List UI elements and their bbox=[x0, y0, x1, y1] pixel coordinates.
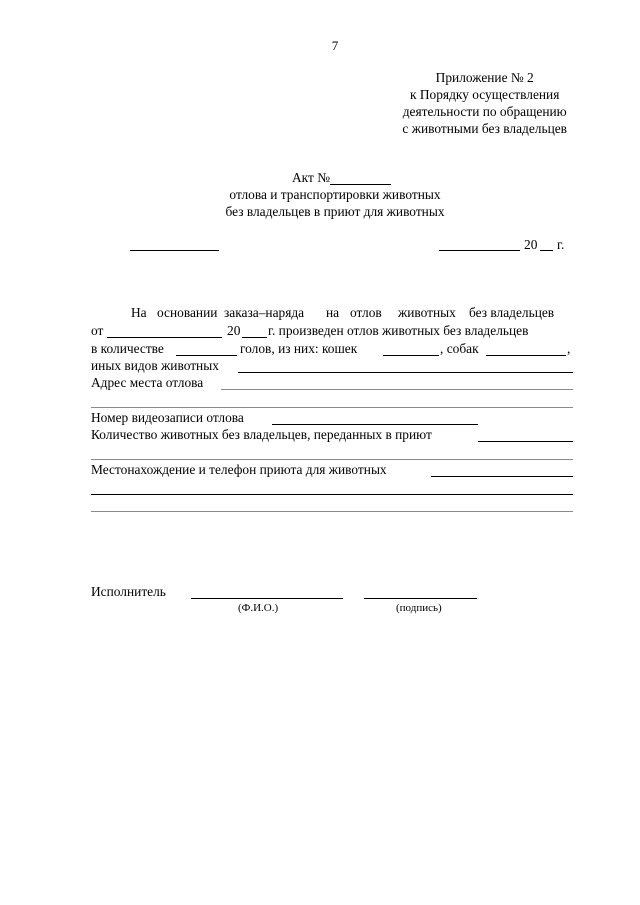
capture-address-field-extra[interactable] bbox=[91, 407, 573, 408]
annex-line-3: деятельности по обращению bbox=[402, 104, 567, 119]
body-word: основании bbox=[157, 305, 218, 320]
capture-statement: г. произведен отлов животных без владельцев bbox=[268, 323, 529, 338]
act-title-line-2: отлова и транспортировки животных bbox=[229, 187, 441, 202]
video-number-field[interactable] bbox=[272, 424, 478, 425]
video-number-label: Номер видеозаписи отлова bbox=[91, 410, 244, 425]
place-field[interactable] bbox=[130, 250, 219, 251]
other-species-label: иных видов животных bbox=[91, 358, 219, 373]
act-number-label: Акт № bbox=[292, 170, 330, 185]
fio-caption: (Ф.И.О.) bbox=[238, 602, 279, 614]
body-word: животных bbox=[398, 305, 456, 320]
executor-signature-field[interactable] bbox=[364, 598, 477, 599]
shelter-location-field-extra[interactable] bbox=[91, 494, 573, 495]
transferred-count-label: Количество животных без владельцев, переданных в приют bbox=[91, 427, 432, 442]
year-prefix: 20 bbox=[524, 237, 538, 252]
body-word: На bbox=[131, 305, 147, 320]
date-field[interactable] bbox=[439, 250, 520, 251]
cats-quantity-field[interactable] bbox=[383, 355, 439, 356]
page-number: 7 bbox=[331, 38, 339, 53]
executor-name-field[interactable] bbox=[191, 598, 343, 599]
order-from-label: от bbox=[91, 323, 104, 338]
heads-cats-label: голов, из них: кошек bbox=[240, 341, 358, 356]
dogs-label: , собак bbox=[440, 341, 479, 356]
dogs-quantity-field[interactable] bbox=[486, 355, 566, 356]
other-species-field[interactable] bbox=[238, 372, 573, 373]
capture-address-label: Адрес места отлова bbox=[91, 375, 204, 390]
annex-line-4: с животными без владельцев bbox=[402, 121, 567, 136]
body-word: отлов bbox=[350, 305, 382, 320]
annex-line-1: Приложение № 2 bbox=[435, 70, 534, 85]
year-suffix: г. bbox=[557, 237, 565, 252]
shelter-location-field[interactable] bbox=[431, 476, 573, 477]
shelter-location-field-extra-2[interactable] bbox=[91, 511, 573, 512]
annex-line-2: к Порядку осуществления bbox=[410, 87, 560, 102]
capture-address-field[interactable] bbox=[221, 389, 573, 390]
total-quantity-field[interactable] bbox=[176, 355, 237, 356]
act-title-line-3: без владельцев в приют для животных bbox=[225, 204, 445, 219]
act-number-field[interactable] bbox=[330, 184, 391, 185]
quantity-label: в количестве bbox=[91, 341, 164, 356]
line-end-comma: , bbox=[567, 341, 571, 356]
year-field[interactable] bbox=[540, 250, 553, 251]
body-word: без владельцев bbox=[469, 305, 555, 320]
transferred-count-field-extra[interactable] bbox=[91, 459, 573, 460]
body-word: заказа–наряда bbox=[224, 305, 305, 320]
executor-label: Исполнитель bbox=[91, 584, 166, 599]
order-date-field[interactable] bbox=[107, 337, 222, 338]
order-year-prefix: 20 bbox=[227, 323, 241, 338]
annex-header bbox=[402, 69, 567, 137]
signature-caption: (подпись) bbox=[396, 602, 442, 614]
shelter-location-label: Местонахождение и телефон приюта для животных bbox=[91, 462, 387, 477]
transferred-count-field[interactable] bbox=[478, 441, 573, 442]
order-year-field[interactable] bbox=[242, 337, 267, 338]
body-word: на bbox=[326, 305, 340, 320]
